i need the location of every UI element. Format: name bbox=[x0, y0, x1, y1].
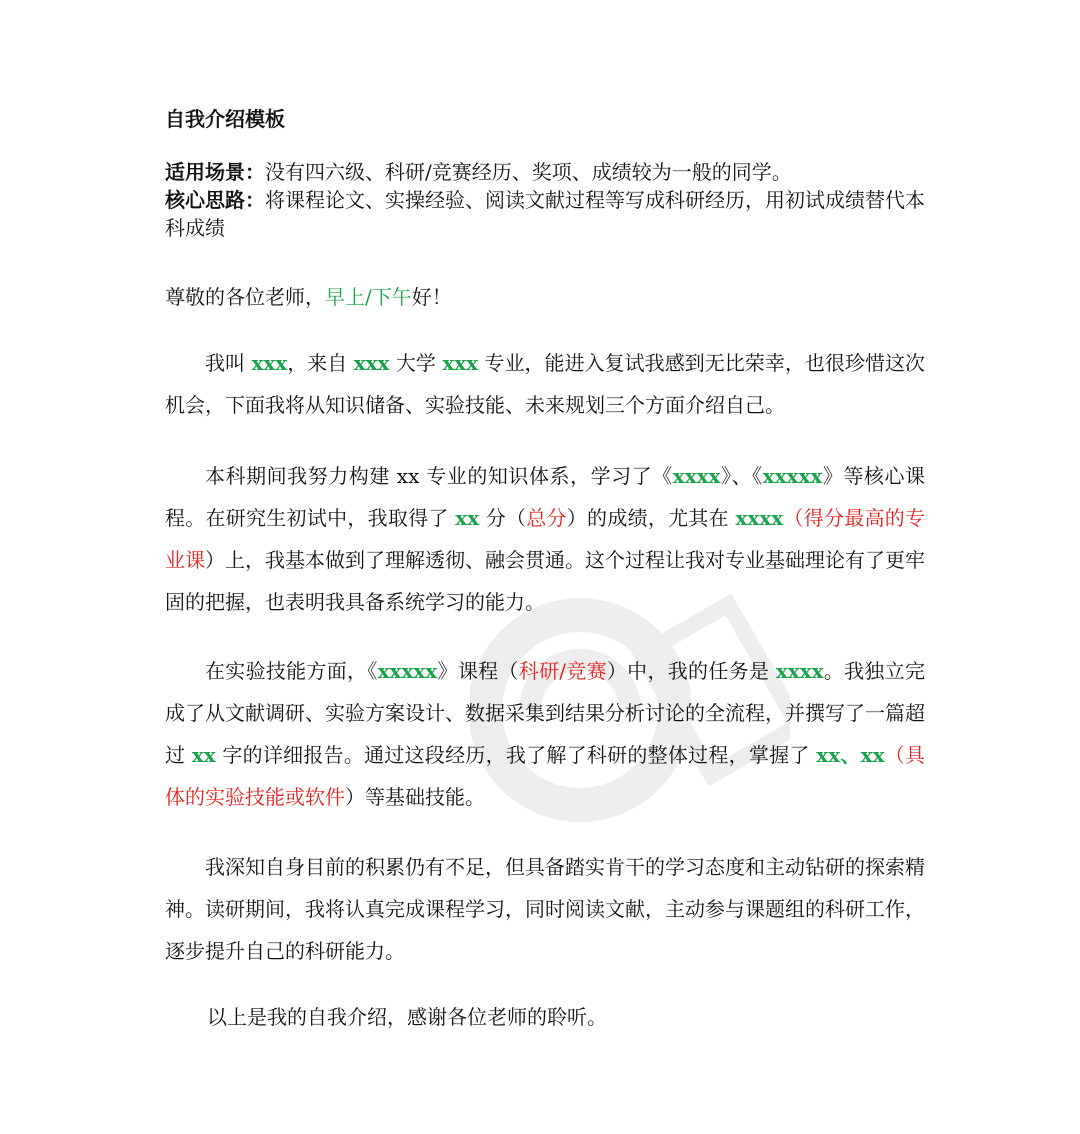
p2-text: 》、《 bbox=[720, 464, 763, 488]
paragraph-skills bbox=[165, 650, 925, 818]
course2-placeholder: xxxxx bbox=[762, 464, 823, 488]
greeting-line bbox=[165, 276, 925, 318]
scene-line bbox=[165, 158, 925, 186]
p3-text: ）中，我的任务是 bbox=[606, 659, 776, 683]
idea-label: 核心思路： bbox=[165, 188, 265, 212]
p4-text: 我深知自身目前的积累仍有不足，但具备踏实肯干的学习态度和主动钻研的探索精神。读研期间，我将认真完成课程学习，同时阅读文献，主动参与课题组的科研工作，逐步提升自己的科研能力。 bbox=[165, 855, 925, 963]
p3-text: 在实验技能方面，《 bbox=[205, 659, 378, 683]
paragraph-future bbox=[165, 846, 925, 972]
p3-text: 》课程（ bbox=[437, 659, 519, 683]
p3-text: 字的详细报告。通过这段经历，我了解了科研的整体过程，掌握了 bbox=[215, 743, 817, 767]
p2-text: ）上，我基本做到了理解透彻、融会贯通。这个过程让我对专业基础理论有了更牢固的把握，也表明我具备系统学习的能力。 bbox=[165, 548, 925, 614]
p2-text: 》等核心课程。在研究生初试中，我取得了 bbox=[165, 464, 926, 530]
greeting-post: 好！ bbox=[411, 285, 452, 309]
university-placeholder: xxx bbox=[353, 351, 390, 375]
idea-line bbox=[165, 186, 925, 242]
p2-text: 本科期间我努力构建 xx 专业的知识体系，学习了《 bbox=[205, 464, 673, 488]
word-count-placeholder: xx bbox=[191, 743, 216, 767]
scene-text: 没有四六级、科研/竞赛经历、奖项、成绩较为一般的同学。 bbox=[265, 160, 792, 184]
p3-text: 。我独立完成了从文献调研、实验方案设计、数据采集到结果分析讨论的全流程，并撰写了一篇超过 bbox=[165, 659, 925, 767]
task-placeholder: xxxx bbox=[775, 659, 824, 683]
meta-section bbox=[165, 158, 925, 242]
course-type-note: 科研/竞赛 bbox=[518, 659, 607, 683]
course1-placeholder: xxxx bbox=[672, 464, 721, 488]
p1-text: 专业，能进入复试我感到无比荣幸，也很珍惜这次机会，下面我将从知识储备、实验技能、未来规划三个方面介绍自己。 bbox=[165, 351, 926, 417]
p2-bracket: （ bbox=[783, 506, 804, 530]
subject-placeholder: xxxx bbox=[735, 506, 784, 530]
p2-text: ）的成绩，尤其在 bbox=[566, 506, 736, 530]
total-score-note: 总分 bbox=[526, 506, 567, 530]
closing-line: 以上是我的自我介绍，感谢各位老师的聆听。 bbox=[207, 1005, 607, 1029]
p3-text: ）等基础技能。 bbox=[345, 785, 485, 809]
p1-text: 我叫 bbox=[205, 351, 252, 375]
idea-text: 将课程论文、实操经验、阅读文献过程等写成科研经历，用初试成绩替代本科成绩 bbox=[165, 188, 925, 240]
p2-text: 分（ bbox=[479, 506, 527, 530]
name-placeholder: xxx bbox=[251, 351, 288, 375]
best-subject-note: 得分最高的专业课 bbox=[165, 506, 926, 572]
paragraph-intro bbox=[165, 342, 925, 426]
score-placeholder: xx bbox=[455, 506, 480, 530]
skill-note: 具体的实验技能或软件 bbox=[165, 743, 926, 809]
p1-text: 大学 bbox=[389, 351, 443, 375]
major-placeholder: xxx bbox=[442, 351, 479, 375]
p3-bracket: （ bbox=[884, 743, 906, 767]
greeting-time-placeholder: 早上/下午 bbox=[325, 285, 412, 309]
p1-text: ，来自 bbox=[287, 351, 354, 375]
scene-label: 适用场景： bbox=[165, 160, 265, 184]
course-placeholder: xxxxx bbox=[377, 659, 438, 683]
skills-placeholder: xx、xx bbox=[816, 743, 885, 767]
document-title: 自我介绍模板 bbox=[165, 107, 285, 131]
paragraph-knowledge bbox=[165, 455, 925, 623]
greeting-pre: 尊敬的各位老师， bbox=[165, 285, 325, 309]
